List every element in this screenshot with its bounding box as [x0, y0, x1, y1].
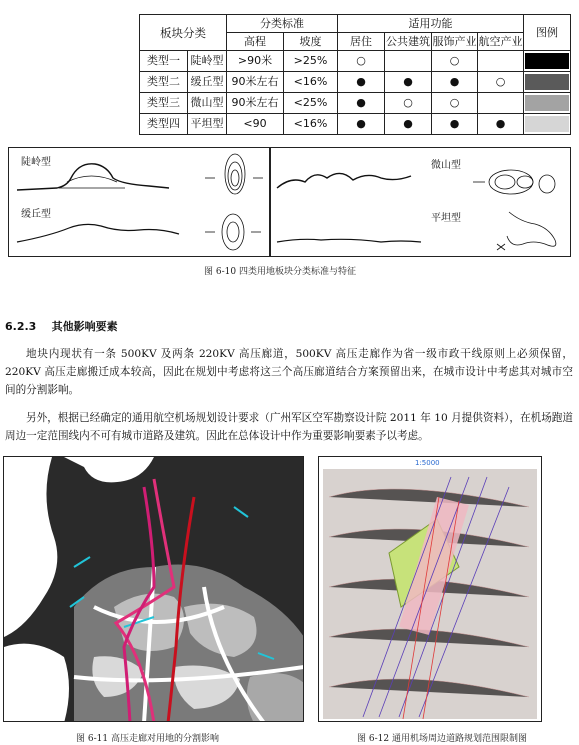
header-aviation: 航空产业 — [478, 33, 524, 51]
row-slope: <25% — [284, 93, 338, 114]
header-legend: 图例 — [524, 15, 571, 51]
swatch-type4 — [525, 116, 569, 132]
row-elevation: <90 — [227, 114, 284, 135]
paragraph: 另外，根据已经确定的通用航空机场规划设计要求（广州军区空军勘察设计院 2011 年 10 月提供资料），在机场跑道周边一定范围线内不可有城市道路及建筑。因此在总体设计中作为重要影响要素予以考虑。 — [5, 412, 573, 442]
section-title: 其他影响要素 — [51, 320, 118, 333]
map-scale: 1:5000 — [415, 459, 440, 467]
row-public: ● — [385, 72, 432, 93]
header-elevation: 高程 — [227, 33, 284, 51]
table-row — [140, 114, 571, 135]
row-residential: ● — [338, 114, 385, 135]
swatch-type2 — [525, 74, 569, 90]
row-services: ● — [432, 72, 478, 93]
row-elevation: 90米左右 — [227, 93, 284, 114]
legend-swatch — [524, 72, 571, 93]
terrain-sketch-right — [271, 148, 570, 256]
row-slope: <16% — [284, 72, 338, 93]
row-elevation: >90米 — [227, 51, 284, 72]
row-residential: ● — [338, 93, 385, 114]
row-public: ○ — [385, 93, 432, 114]
header-criteria: 分类标准 — [227, 15, 338, 33]
row-type: 类型四 — [140, 114, 188, 135]
figure-caption-6-10: 图 6-10 四类用地板块分类标准与特征 — [204, 267, 356, 277]
swatch-type1 — [525, 53, 569, 69]
row-public — [385, 51, 432, 72]
airport-map-drawing — [319, 457, 542, 722]
row-name: 陡岭型 — [188, 51, 227, 72]
row-services: ○ — [432, 51, 478, 72]
row-aviation — [478, 51, 524, 72]
figure-caption-6-12: 图 6-12 通用机场周边道路规划范围限制图 — [357, 734, 527, 744]
row-name: 微山型 — [188, 93, 227, 114]
paragraph: 地块内现状有一条 500KV 及两条 220KV 高压廊道，500KV 高压走廊作为省一级市政干线原则上必须保留，220KV 高压走廊搬迁成本较高，因此在规划中考虑将这三个高压廊道结合方案预留出来，在城市设计中考虑其对城市空间的分割影响。 — [5, 348, 573, 396]
corridor-map-drawing — [4, 457, 304, 722]
row-slope: >25% — [284, 51, 338, 72]
row-aviation: ○ — [478, 72, 524, 93]
row-services: ○ — [432, 93, 478, 114]
row-type: 类型一 — [140, 51, 188, 72]
label-micro: 微山型 — [431, 160, 461, 171]
header-public-building: 公共建筑 — [385, 33, 432, 51]
table-row — [140, 93, 571, 114]
section-number: 6.2.3 — [5, 320, 37, 333]
header-residential: 居住 — [338, 33, 385, 51]
row-name: 平坦型 — [188, 114, 227, 135]
table-row — [140, 51, 571, 72]
row-elevation: 90米左右 — [227, 72, 284, 93]
sketch-panel-right — [270, 147, 571, 257]
header-services: 服饰产业 — [432, 33, 478, 51]
airport-map — [318, 456, 542, 722]
swatch-type3 — [525, 95, 569, 111]
legend-swatch — [524, 93, 571, 114]
header-slope: 坡度 — [284, 33, 338, 51]
row-public: ● — [385, 114, 432, 135]
row-residential: ● — [338, 72, 385, 93]
header-functions: 适用功能 — [338, 15, 524, 33]
label-gentle: 缓丘型 — [21, 209, 51, 220]
row-slope: <16% — [284, 114, 338, 135]
corridor-map — [3, 456, 304, 722]
row-aviation — [478, 93, 524, 114]
row-services: ● — [432, 114, 478, 135]
label-steep: 陡岭型 — [21, 157, 51, 168]
section-heading — [5, 318, 118, 334]
legend-swatch — [524, 51, 571, 72]
legend-swatch — [524, 114, 571, 135]
header-category: 板块分类 — [140, 15, 227, 51]
terrain-sketch-left — [9, 148, 269, 256]
row-name: 缓丘型 — [188, 72, 227, 93]
sketch-panel-left — [8, 147, 270, 257]
figure-caption-6-11: 图 6-11 高压走廊对用地的分割影响 — [76, 734, 219, 744]
classification-table — [139, 14, 571, 135]
row-residential: ○ — [338, 51, 385, 72]
row-aviation: ● — [478, 114, 524, 135]
row-type: 类型二 — [140, 72, 188, 93]
label-flat: 平坦型 — [431, 213, 461, 224]
table-row — [140, 72, 571, 93]
row-type: 类型三 — [140, 93, 188, 114]
